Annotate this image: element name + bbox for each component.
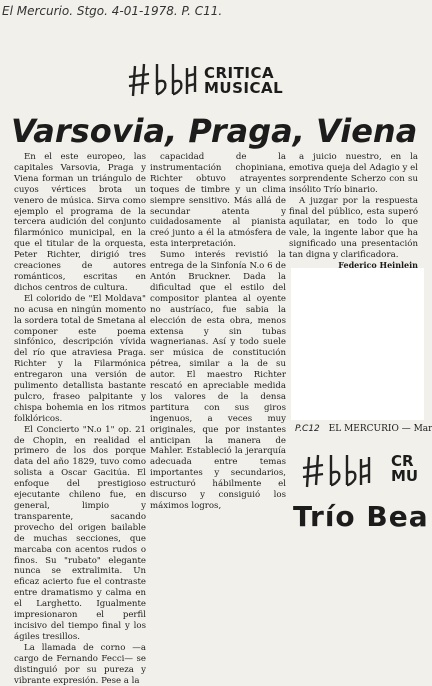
second-clipping [291,420,432,596]
paragraph: A juzgar por la respuesta final del público, esta superó aquilatar, en todo lo que vale, la ingente labor que ha significado una presentación tan digna y clarificadora. [289,195,418,261]
second-clipping-header [295,424,432,434]
article-column-1 [14,152,146,686]
date-fragment: — Mar [401,424,432,434]
article-column-2 [150,152,286,512]
section-title-fragment-1: CR [391,452,414,470]
critica-musical-logo-icon [127,60,199,100]
author-signature: Federico Heinlein [338,260,418,270]
critica-musical-logo-icon [301,450,373,492]
paragraph: El Concierto "N.o 1" op. 21 de Chopin, en realidad el primero de los dos porque data del año 1829, tuvo como solista a Oscar Gacitúa. El enfoque del prestigioso ejecutante chileno fue, en general, limpio y transparente, sacando provecho del origen bailable de muchas secciones, que marcaba con acentos rudos o finos. Su "rubato" elegante nunca se extralimita. Un eficaz acierto fue el contraste entre dramatismo y calma en el Larghetto. Igualmente impresionaron el perfil incisivo del tiempo final y los ágiles tresillos. [14,424,146,642]
newspaper-name: EL MERCURIO [328,424,399,434]
handwritten-citation: El Mercurio. Stgo. 4-01-1978. P. C11. [2,4,223,18]
section-title [204,66,283,96]
second-headline: Trío Bea [293,500,429,533]
handwritten-page-number: P.C12 [295,424,320,434]
section-title-fragment-2: MU [391,467,419,485]
paragraph: Sumo interés revistió la entrega de la Sinfonía N.o 6 de Antón Bruckner. Dada la dificultad que el estilo del compositor plantea al oyente no austríaco, fue sabia la elección de esta obra, menos extensa y sin tubas wagnerianas. Así y todo suele ser música de constitución pétrea, similar a la de su autor. El maestro Richter rescató en apreciable medida los valores de la densa partitura con sus giros ingenuos, a veces muy originales, que por instantes anticipan la manera de Mahler. Estableció la jerarquía adecuada entre temas importantes y secundarios, estructuró hábilmente el discurso y consiguió los máximos logros, [150,250,286,511]
article-headline: Varsovia, Praga, Viena [11,112,418,150]
paragraph: En el este europeo, las capitales Varsovia, Praga y Viena forman un triángulo de cuyos vértices brota un venero de música. Sirva como ejemplo el programa de la tercera audición del conjunto filarmónico municipal, en la que el titular de la orquesta, Peter Richter, dirigió tres creaciones de autores románticos, escritas en dichos centros de cultura. [14,152,146,293]
paragraph: El colorido de "El Moldava" no acusa en ningún momento la sordera total de Smetana al componer este poema sinfónico, descripción vívida del río que atraviesa Praga. Richter y la Filarmónica entregaron una versión de pulimento detallista bastante pulcro, fraseo palpitante y chispa bohemia en los ritmos folklóricos. [14,293,146,424]
section-title-line-2: MUSICAL [204,79,284,97]
paragraph: La llamada de corno —a cargo de Fernando Fecci— se distinguió por su pureza y vibrante expresión. Pese a la [14,642,146,686]
second-section-title [391,454,418,484]
paragraph: a juicio nuestro, en la emotiva queja del Adagio y el sorprendente Scherzo con su insólito Trío binario. [289,152,418,195]
paragraph: capacidad de la instrumentación chopiniana, Richter obtuvo atrayentes toques de timbre y un clima siempre sensitivo. Más allá de secundar atenta y cuidadosamente al pianista creó junto a él la atmósfera de esta interpretación. [150,152,286,250]
section-title-line-1: CRITICA [204,64,275,82]
article-column-3 [289,152,418,261]
